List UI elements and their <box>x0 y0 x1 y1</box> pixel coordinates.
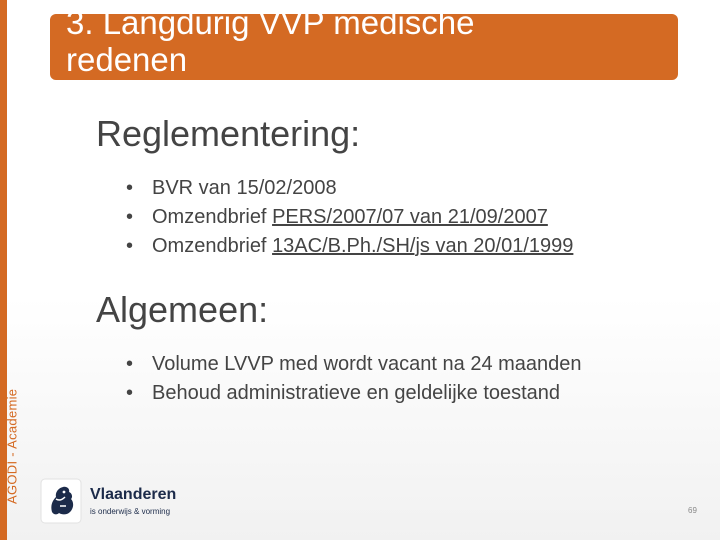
side-label: AGODI - Academie <box>4 388 20 504</box>
section-heading-reglementering: Reglementering: <box>96 113 361 154</box>
list-item: • Volume LVVP med wordt vacant na 24 maanden <box>126 350 582 379</box>
list-item-text: Omzendbrief <box>152 206 273 228</box>
page-number: 69 <box>688 506 697 515</box>
algemeen-list <box>126 350 582 408</box>
logo-name: Vlaanderen <box>90 486 177 503</box>
list-item: • Behoud administratieve en geldelijke toestand <box>126 379 582 408</box>
reference-link[interactable]: PERS/2007/07 van 21/09/2007 <box>272 206 548 228</box>
list-item <box>126 174 573 203</box>
list-item <box>126 203 573 232</box>
slide-title: 3. Langdurig VVP medische redenen <box>66 4 475 78</box>
list-item-text: BVR van 15/02/2008 <box>152 177 337 199</box>
list-item <box>126 232 573 261</box>
section-heading-algemeen: Algemeen: <box>96 289 269 330</box>
reglementering-list <box>126 174 573 261</box>
vlaanderen-logo <box>40 474 220 528</box>
logo-subtitle: is onderwijs & vorming <box>90 507 171 516</box>
list-item-text: Omzendbrief <box>152 235 273 257</box>
reference-link[interactable]: 13AC/B.Ph./SH/js van 20/01/1999 <box>272 235 574 257</box>
flemish-lion-icon <box>40 478 82 524</box>
